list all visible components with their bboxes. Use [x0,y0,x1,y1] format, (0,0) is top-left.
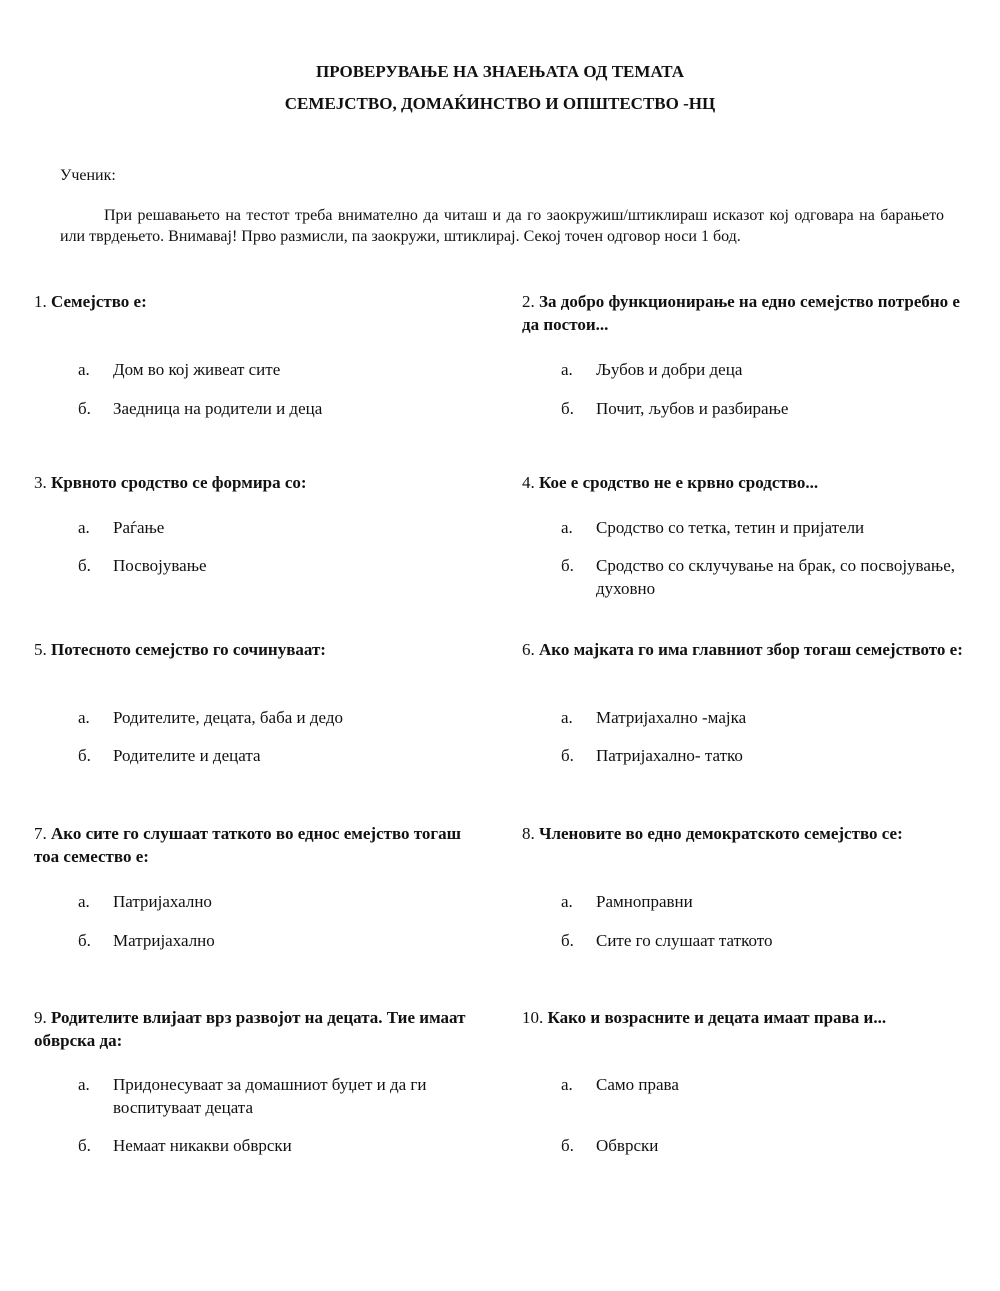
question-text: Родителите влијаат врз развојот на децата. Тие имаат обврска да: [34,1008,466,1050]
question-4-option-a[interactable] [561,516,961,539]
page-title-line-2: СЕМЕЈСТВО, ДОМАЌИНСТВО И ОПШТЕСТВО -НЦ [284,94,716,113]
option-text: Патријахално- татко [596,746,743,765]
question-8-option-a[interactable] [561,890,961,913]
option-letter: а. [78,518,90,537]
question-4-option-b[interactable] [561,554,961,600]
question-3 [34,471,479,494]
option-text: Сродство со склучување на брак, со посвојување, духовно [596,556,955,598]
question-number: 9. [34,1008,47,1027]
question-2-option-b[interactable] [561,397,961,420]
option-letter: б. [561,399,574,418]
question-9 [34,1006,479,1052]
question-3-option-b[interactable] [78,554,478,577]
question-10-option-a[interactable] [561,1073,961,1096]
option-text: Посвојување [113,556,207,575]
question-4 [522,471,972,494]
question-text: Кое е сродство не е крвно сродство... [539,473,819,492]
question-text: Семејство е: [51,292,147,311]
option-letter: б. [561,746,574,765]
instructions: При решавањето на тестот треба внимателно да читаш и да го заокружиш/штиклираш исказот кој одговара на барањето или тврдењето. Внимавај! Прво размисли, па заокружи, штиклирај. Секој точен одговор носи 1 бод. [60,207,944,245]
option-letter: б. [78,1136,91,1155]
question-5 [34,638,479,661]
question-number: 4. [522,473,535,492]
option-letter: а. [78,892,90,911]
option-text: Придонесуваат за домашниот буџет и да ги воспитуваат децата [113,1075,427,1117]
question-number: 3. [34,473,47,492]
option-text: Сите го слушаат таткото [596,931,773,950]
question-1-option-a[interactable] [78,358,478,381]
question-number: 8. [522,824,535,843]
question-10-option-b[interactable] [561,1134,961,1157]
question-text: Како и возрасните и децата имаат права и... [547,1008,887,1027]
option-text: Матријахално [113,931,215,950]
student-label: Ученик: [60,167,116,184]
question-text: Потесното семејство го сочинуваат: [51,640,326,659]
option-letter: а. [561,708,573,727]
question-text: Членовите во едно демократското семејство се: [539,824,903,843]
question-6-option-b[interactable] [561,744,961,767]
page-title-line-1: ПРОВЕРУВАЊЕ НА ЗНАЕЊАТА ОД ТЕМАТА [315,62,684,81]
question-2 [522,290,972,336]
question-8-option-b[interactable] [561,929,961,952]
option-letter: б. [561,931,574,950]
question-1 [34,290,479,313]
question-10 [522,1006,972,1029]
question-number: 7. [34,824,47,843]
option-letter: б. [78,931,91,950]
question-3-option-a[interactable] [78,516,478,539]
question-number: 10. [522,1008,544,1027]
question-8 [522,822,972,845]
option-text: Родителите и децата [113,746,261,765]
option-text: Рамноправни [596,892,693,911]
question-number: 5. [34,640,47,659]
option-text: Само права [596,1075,679,1094]
option-text: Матријахално -мајка [596,708,747,727]
option-letter: а. [561,892,573,911]
question-5-option-b[interactable] [78,744,478,767]
question-text: Ако мајката го има главниот збор тогаш семејството е: [539,640,963,659]
option-text: Сродство со тетка, тетин и пријатели [596,518,865,537]
question-number: 1. [34,292,47,311]
question-text: Крвното сродство се формира со: [51,473,307,492]
option-letter: б. [78,746,91,765]
option-letter: а. [78,1075,90,1094]
question-number: 6. [522,640,535,659]
question-number: 2. [522,292,535,311]
option-letter: б. [561,1136,574,1155]
option-text: Обврски [596,1136,659,1155]
option-letter: а. [78,708,90,727]
question-text: За добро функционирање на едно семејство потребно е да постои... [522,292,960,334]
option-text: Заедница на родители и деца [113,399,323,418]
option-text: Раѓање [113,518,165,537]
question-2-option-a[interactable] [561,358,961,381]
question-9-option-a[interactable] [78,1073,478,1119]
option-text: Љубов и добри деца [596,360,743,379]
question-6 [522,638,972,661]
option-text: Патријахално [113,892,212,911]
option-letter: а. [78,360,90,379]
question-7-option-a[interactable] [78,890,478,913]
option-letter: а. [561,360,573,379]
question-6-option-a[interactable] [561,706,961,729]
option-text: Немаат никакви обврски [113,1136,292,1155]
option-text: Родителите, децата, баба и дедо [113,708,344,727]
option-letter: б. [78,399,91,418]
option-text: Дом во кој живеат сите [113,360,281,379]
option-letter: б. [78,556,91,575]
question-1-option-b[interactable] [78,397,478,420]
question-7 [34,822,479,868]
question-text: Ако сите го слушаат таткото во еднос емејство тогаш тоа семество е: [34,824,461,866]
option-letter: б. [561,556,574,575]
option-letter: а. [561,518,573,537]
option-text: Почит, љубов и разбирање [596,399,789,418]
option-letter: а. [561,1075,573,1094]
question-5-option-a[interactable] [78,706,478,729]
question-9-option-b[interactable] [78,1134,478,1157]
question-7-option-b[interactable] [78,929,478,952]
